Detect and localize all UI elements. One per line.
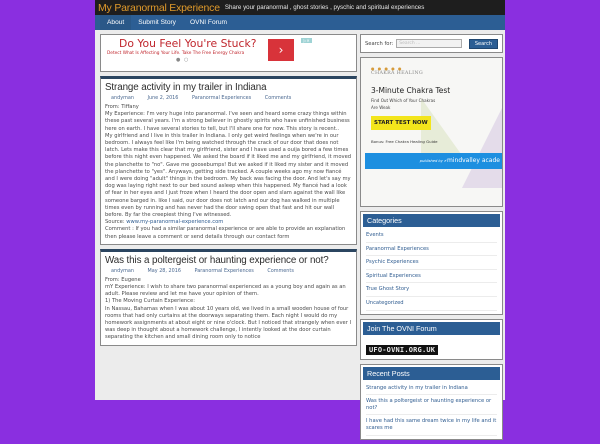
- search-input[interactable]: Search ...: [396, 39, 462, 48]
- post-title[interactable]: Was this a poltergeist or haunting experience or not?: [105, 254, 329, 266]
- recent-posts-title: Recent Posts: [363, 367, 500, 380]
- chevron-right-icon: ›: [278, 43, 284, 57]
- category-link[interactable]: Uncategorized: [366, 297, 497, 311]
- post-author[interactable]: andyman: [111, 95, 134, 101]
- nav-item-submit-story[interactable]: Submit Story: [138, 19, 176, 26]
- main-nav: [95, 15, 505, 30]
- post-date[interactable]: May 28, 2016: [147, 267, 181, 274]
- mindvalley-logo-icon: ✔: [443, 159, 447, 163]
- post-paragraph: 1) The Moving Curtain Experience:: [105, 298, 195, 305]
- publisher-name: mindvalley acade: [447, 157, 500, 164]
- post-article: [100, 76, 357, 245]
- post-body: [105, 277, 352, 342]
- post-title[interactable]: Strange activity in my trailer in Indiana: [105, 82, 267, 93]
- chakra-brand: CHAKRA HEALING: [371, 71, 423, 76]
- ad-choices-icon[interactable]: ▷✕: [301, 38, 312, 43]
- start-test-button[interactable]: START TEST NOW: [371, 116, 431, 130]
- category-link[interactable]: True Ghost Story: [366, 283, 497, 297]
- post-article: [100, 249, 357, 346]
- chakra-ad[interactable]: [360, 57, 503, 207]
- post-comments-link[interactable]: Comments: [267, 267, 294, 274]
- search-label: Search for:: [365, 40, 394, 47]
- published-by: published by: [419, 159, 443, 163]
- site-title[interactable]: My Paranormal Experience: [98, 1, 220, 14]
- publisher-bar[interactable]: [365, 153, 502, 169]
- post-meta: [105, 268, 352, 274]
- search-button[interactable]: Search: [469, 39, 498, 49]
- chakra-ad-subtitle: Find Out Which of Your Chakras Are Weak: [371, 98, 436, 110]
- categories-widget: [360, 211, 503, 315]
- post-meta: [105, 95, 352, 101]
- post-paragraph: In Nassau, Bahamas when I was about 10 years old, we lived in a small wooden house of four rooms that had only curtains at the doorways separating them. Each night I would do my homework assignments at about eight or nine o'clock. But I noticed that strangely when ever I was deep in thought about a homework challenge, I intently looked at the door curtain separating the kitchen and small dining room only to notice: [105, 305, 352, 341]
- categories-list: [361, 229, 502, 314]
- post-paragraph: My Experience: I'm very huge into paranormal. I've seen and heard some crazy things within these past several years. I'm a strong believer in ghostly spirits who have unfinished business here on earth. I have several stories to tell, but I'll share one for now. This story is recent..: [105, 111, 350, 132]
- chakra-ad-title[interactable]: 3-Minute Chakra Test: [371, 86, 451, 95]
- category-link[interactable]: Paranormal Experiences: [366, 243, 497, 257]
- post-paragraph: My girlfriend and I live in this trailer in Indiana. I only get weird feelings when we're in our bedroom. I always feel like I'm being watched through the crack of our door that does not latch. Lets make this clear that my girlfriend, sister and I have used a ouija bored a few times before this night even happened. We asked the board if it liked me and my girlfriend, it moved the planchette to "no". Gave me goosebumps! But we asked if it liked my sister and it moved the planchette to "yes". Anyways, getting side tracked. A couple weeks ago my now fiancé and I were doing "adult" things in the bedroom. My back was facing the door. And let's say my dog was laying right next to our bed sound asleep when this happened. My fiancé had a look of fear in her eyes and I just froze when I heard the door open and slam against the wall like someone barged in. like I said, our door does not latch and our dog has walked in multiple times even by running and has never had the door swing open that fast and hit our wall before. By far the creepiest thing I've witnessed.: [105, 132, 352, 219]
- main-content: [100, 34, 357, 350]
- source-link[interactable]: www.my-paranormal-experience.com: [126, 219, 224, 226]
- post-paragraph: From: Tiffany: [105, 104, 139, 110]
- sidebar: [360, 34, 503, 444]
- nav-item-ovni-forum[interactable]: OVNI Forum: [189, 19, 227, 26]
- recent-post-link[interactable]: Strange activity in my trailer in Indiana: [366, 382, 497, 396]
- recent-posts-widget: [360, 364, 503, 440]
- post-author[interactable]: andyman: [111, 267, 134, 274]
- post-category[interactable]: Paranormal Experiences: [194, 267, 254, 274]
- recent-posts-list: [361, 382, 502, 439]
- forum-widget: [360, 319, 503, 360]
- ufo-forum-banner[interactable]: UFO-OVNI.ORG.UK: [366, 345, 438, 355]
- search-widget: [360, 34, 503, 53]
- ad-carousel-dots[interactable]: ● ○: [176, 57, 190, 63]
- chakra-dots: ● ● ● ● ●: [371, 66, 403, 71]
- categories-title: Categories: [363, 214, 500, 227]
- post-category[interactable]: Paranormal Experiences: [191, 95, 252, 101]
- post-comment-note: Comment : If you had a similar paranormal experience or are able to provide an explanation then please leave a comment or send details through our contact form: [105, 226, 346, 240]
- nav-item-about[interactable]: About: [100, 15, 131, 30]
- forum-title: Join The OVNI Forum: [363, 322, 500, 335]
- ad-headline[interactable]: Do You Feel You're Stuck?: [119, 37, 257, 50]
- page-container: [95, 0, 505, 431]
- source-label: Source:: [105, 219, 127, 226]
- ad-subtext[interactable]: Detect What Is Affecting Your Life. Take The Free Energy Chakra: [107, 51, 245, 56]
- category-link[interactable]: Psychic Experiences: [366, 256, 497, 270]
- post-source: [105, 219, 352, 226]
- site-tagline: Share your paranormal , ghost stories , pyschic and spiritual experiences: [224, 4, 425, 11]
- chakra-bonus: Bonus: Free Chakra Healing Guide: [371, 139, 438, 144]
- ad-arrow-button[interactable]: [268, 39, 294, 61]
- top-ad-banner[interactable]: [100, 34, 357, 72]
- post-comments-link[interactable]: Comments: [264, 95, 292, 101]
- site-header: [95, 0, 505, 15]
- post-date[interactable]: June 2, 2016: [147, 95, 179, 101]
- post-paragraph: mY Experience: I wish to share two paranormal experienced as a young boy and again as an adult. Please review and let me have your opinion of them.: [105, 284, 346, 298]
- recent-post-link[interactable]: Was this a poltergeist or haunting experience or not?: [366, 395, 497, 415]
- post-paragraph: From: Eugene: [105, 276, 141, 283]
- post-body: [105, 104, 352, 241]
- category-link[interactable]: Spiritual Experiences: [366, 270, 497, 284]
- category-link[interactable]: Events: [366, 229, 497, 243]
- recent-post-link[interactable]: I have had this same dream twice in my life and it scares me: [366, 415, 497, 435]
